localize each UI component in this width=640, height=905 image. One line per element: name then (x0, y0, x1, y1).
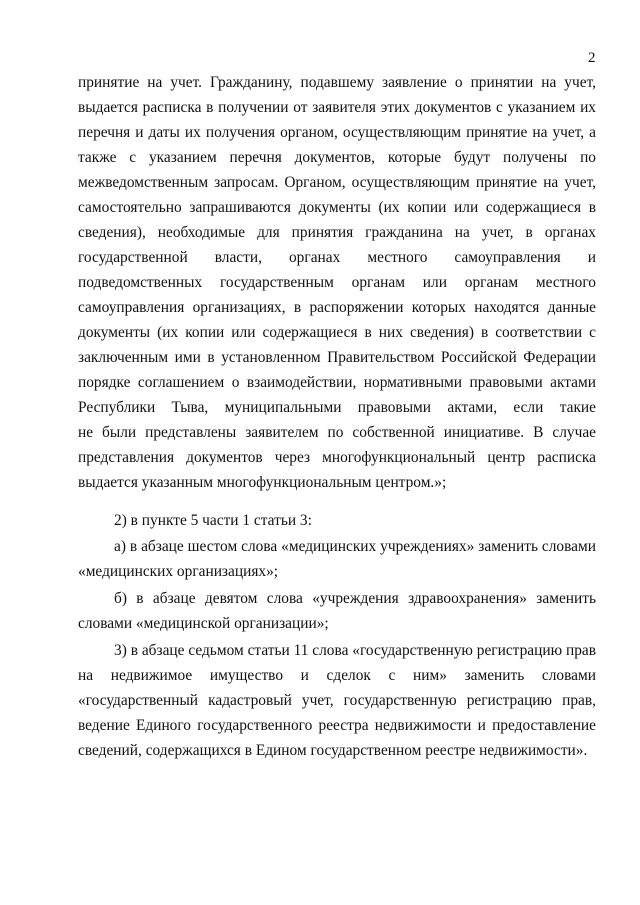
paragraph-item-2a (78, 534, 596, 584)
text-line: самостоятельно запрашиваются документы (их копии или содержащиеся в (78, 199, 596, 216)
text-line: межведомственным запросам. Органом, осуществляющим принятие на учет, (78, 174, 596, 191)
text-line: словами «медицинской организации»; (78, 615, 329, 632)
text-line: принятие на учет. Гражданину, подавшему заявление о принятии на учет, (78, 74, 596, 91)
paragraph-continuation (78, 70, 596, 495)
text-line: на недвижимое имущество и сделок с ним» заменить словами (78, 667, 596, 684)
text-line: сведений, содержащихся в Едином государственном реестре недвижимости». (78, 742, 588, 759)
text-line: документы (их копии или содержащиеся в них сведения) в соответствии с (78, 324, 596, 341)
text-line: «медицинских организациях»; (78, 563, 279, 580)
text-line: выдается указанным многофункциональным центром.»; (78, 474, 447, 491)
text-line: выдается расписка в получении от заявителя этих документов с указанием их (78, 99, 596, 116)
text-line: сведения), необходимые для принятия гражданина на учет, в органах (78, 224, 596, 241)
text-line: представления документов через многофункциональный центр расписка (78, 449, 596, 466)
text-line: Республики Тыва, муниципальными правовыми актами, если такие (78, 399, 596, 416)
text-line: самоуправления организациях, в распоряжении которых находятся данные (78, 299, 596, 316)
text-line: порядке соглашением о взаимодействии, нормативными правовыми актами (78, 374, 596, 391)
text-line: 2) в пункте 5 части 1 статьи 3: (114, 512, 312, 529)
text-line: заключенным ими в установленном Правительством Российской Федерации (78, 349, 596, 366)
text-line: государственной власти, органах местного самоуправления и (78, 249, 596, 266)
text-line: не были представлены заявителем по собственной инициативе. В случае (78, 424, 596, 441)
text-line: а) в абзаце шестом слова «медицинских учреждениях» заменить словами (114, 538, 596, 555)
paragraph-item-2 (78, 508, 596, 533)
paragraph-item-3 (78, 638, 596, 763)
text-line: подведомственных государственным органам или органам местного (78, 274, 596, 291)
text-line: 3) в абзаце седьмом статьи 11 слова «государственную регистрацию прав (114, 642, 596, 659)
text-line: перечня и даты их получения органом, осуществляющим принятие на учет, а (78, 124, 596, 141)
page-number: 2 (588, 50, 596, 66)
text-line: б) в абзаце девятом слова «учреждения здравоохранения» заменить (114, 590, 596, 607)
text-line: «государственный кадастровый учет, государственную регистрацию прав, (78, 692, 596, 709)
paragraph-item-2b (78, 586, 596, 636)
text-line: ведение Единого государственного реестра недвижимости и предоставление (78, 717, 596, 734)
text-line: также с указанием перечня документов, которые будут получены по (78, 149, 596, 166)
